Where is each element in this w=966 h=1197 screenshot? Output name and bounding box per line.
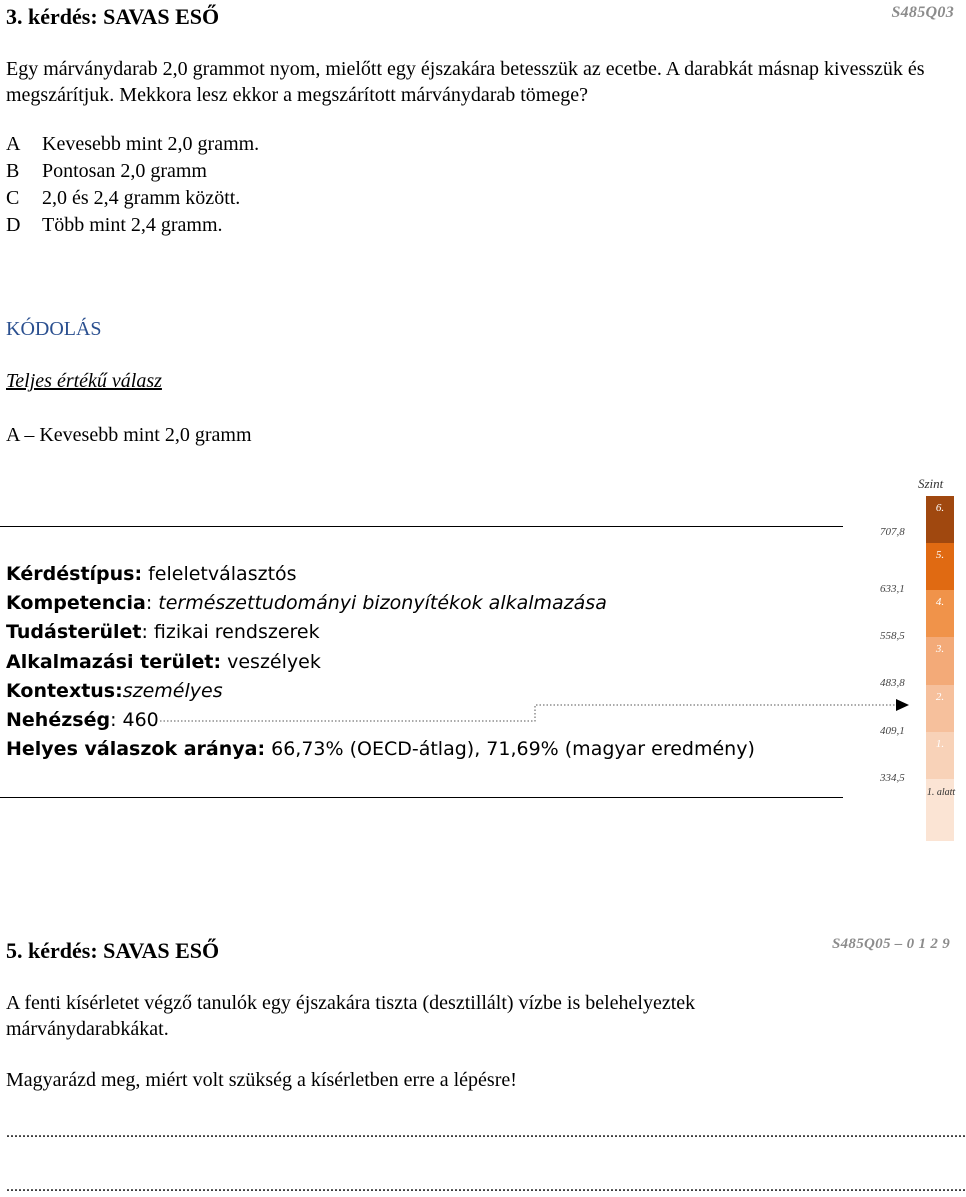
- difficulty-value: : 460: [110, 709, 159, 731]
- answer-line-1[interactable]: ................................................................................................................................................................................................................................................: [6, 1124, 966, 1141]
- option-text: Kevesebb mint 2,0 gramm.: [42, 133, 260, 155]
- application-area-label: Alkalmazási terület:: [6, 651, 222, 673]
- context-colon: :: [115, 680, 123, 702]
- question-3-code: S485Q03: [891, 4, 954, 21]
- correct-answer: A – Kevesebb mint 2,0 gramm: [6, 424, 252, 446]
- question-3-title: 3. kérdés: SAVAS ESŐ: [6, 4, 220, 29]
- option-text: 2,0 és 2,4 gramm között.: [42, 187, 241, 209]
- scale-title: Szint: [918, 476, 944, 491]
- knowledge-area-label: Tudásterület: [6, 621, 142, 643]
- knowledge-area: [6, 621, 320, 643]
- competence-label: Kompetencia: [6, 592, 146, 614]
- option-letter: B: [6, 160, 20, 182]
- competence-value: természettudományi bizonyítékok alkalmazása: [158, 592, 607, 614]
- context-value: személyes: [122, 680, 223, 702]
- threshold-label: 707,8: [880, 526, 905, 538]
- question-type-label: Kérdéstípus:: [6, 563, 143, 585]
- option-c: [6, 187, 240, 210]
- option-d: [6, 214, 223, 237]
- coding-heading: KÓDOLÁS: [6, 318, 102, 340]
- option-text: Pontosan 2,0 gramm: [42, 160, 207, 182]
- level-5-label: 5.: [935, 549, 945, 561]
- question-type: [6, 563, 297, 585]
- correct-rate-label: Helyes válaszok aránya:: [6, 738, 266, 760]
- threshold-label: 483,8: [880, 677, 905, 689]
- option-b: [6, 160, 207, 183]
- level-1-label: 1.: [935, 738, 945, 750]
- correct-rate-value: 66,73% (OECD-átlag), 71,69% (magyar eredmény): [265, 738, 755, 760]
- level-2-segment: [926, 685, 954, 732]
- question-5-instruction: Magyarázd meg, miért volt szükség a kísérletben erre a lépésre!: [6, 1069, 517, 1091]
- difficulty: [6, 709, 159, 731]
- question-type-value: feleletválasztós: [142, 563, 297, 585]
- option-letter: C: [6, 187, 20, 209]
- application-area: [6, 651, 321, 673]
- threshold-label: 558,5: [880, 630, 905, 642]
- level-5-segment: [926, 543, 954, 590]
- level-3-label: 3.: [935, 643, 945, 655]
- meta-top-rule: [0, 526, 843, 527]
- below-level-1-label: 1. alatt: [926, 787, 956, 798]
- level-1-segment: [926, 732, 954, 779]
- level-2-label: 2.: [935, 691, 945, 703]
- meta-bottom-rule: [0, 797, 843, 798]
- answer-line-2[interactable]: ................................................................................................................................................................................................................................................: [6, 1178, 966, 1195]
- competence-colon: :: [145, 592, 159, 614]
- option-letter: D: [6, 214, 21, 236]
- question-3-prompt: Egy márványdarab 2,0 grammot nyom, mielőtt egy éjszakára betesszük az ecetbe. A darabkát másnap kivesszük és megszárítjuk. Mekkora lesz ekkor a megszárított márványdarab tömege?: [6, 58, 925, 106]
- question-5-code: S485Q05 – 0 1 2 9: [831, 936, 950, 952]
- question-5-title: 5. kérdés: SAVAS ESŐ: [6, 938, 220, 963]
- difficulty-label: Nehézség: [6, 709, 111, 731]
- threshold-label: 409,1: [880, 725, 905, 737]
- context: [6, 680, 223, 702]
- correct-rate: [6, 738, 755, 760]
- knowledge-area-value: : fizikai rendszerek: [141, 621, 320, 643]
- option-text: Több mint 2,4 gramm.: [42, 214, 223, 236]
- option-letter: A: [6, 133, 21, 155]
- option-a: [6, 133, 259, 156]
- full-credit-label: Teljes értékű válasz: [6, 370, 162, 392]
- competence: [6, 592, 607, 614]
- question-5-prompt: A fenti kísérletet végző tanulók egy éjszakára tiszta (desztillált) vízbe is belehelyeztek márványdarabkákat.: [6, 992, 696, 1040]
- level-6-label: 6.: [935, 502, 945, 514]
- application-area-value: veszélyek: [221, 651, 321, 673]
- below-level-1-segment: [926, 779, 954, 841]
- level-4-segment: [926, 590, 954, 637]
- threshold-label: 334,5: [880, 772, 905, 784]
- context-label: Kontextus: [6, 680, 116, 702]
- level-6-segment: [926, 496, 954, 543]
- threshold-label: 633,1: [880, 583, 905, 595]
- level-3-segment: [926, 637, 954, 685]
- level-4-label: 4.: [935, 596, 945, 608]
